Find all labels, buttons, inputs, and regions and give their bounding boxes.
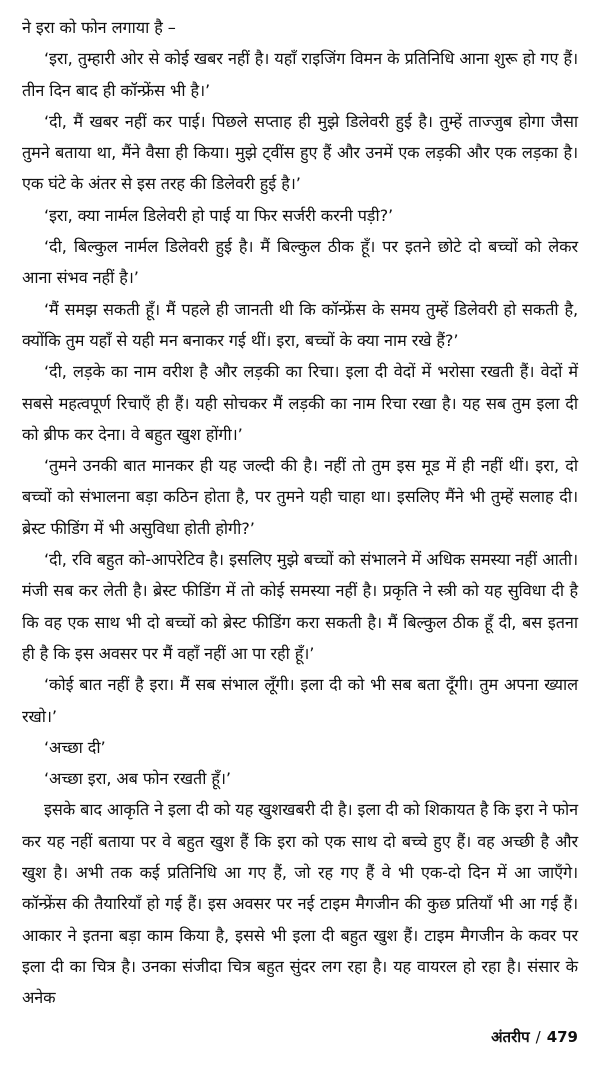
paragraph: ‘अच्छा दी’ [44, 737, 106, 757]
paragraph: ‘तुमने उनकी बात मानकर ही यह जल्दी की है। नहीं तो तुम इस मूड में ही नहीं थीं। इरा, दो बच्चों को संभालना बड़ा कठिन होता है, पर तुमने यही चाहा था। इसलिए मैंने भी तुम्हें सलाह दी। ब्रेस्ट फीडिंग में भी असुविधा होती होगी?’ [22, 456, 578, 538]
paragraph: ने इरा को फोन लगाया है – [22, 18, 176, 37]
paragraph: ‘दी, मैं खबर नहीं कर पाई। पिछले सप्ताह ही मुझे डिलेवरी हुई है। तुम्हें ताज्जुब होगा जैसा तुमने बताया था, मैंने वैसा ही किया। मुझे ट्वींस हुए हैं और उनमें एक लड़की और एक लड़का है। एक घंटे के अंतर से इस तरह की डिलेवरी हुई है।’ [22, 111, 578, 194]
paragraph: ‘इरा, तुम्हारी ओर से कोई खबर नहीं है। यहाँ राइजिंग विमन के प्रतिनिधि आना शुरू हो गए हैं। तीन दिन बाद ही कॉन्फ्रेंस भी है।’ [22, 49, 578, 100]
footer-separator: / [535, 1028, 541, 1046]
body-text [22, 12, 578, 1014]
book-title: अंतरीप [491, 1028, 530, 1046]
paragraph: ‘कोई बात नहीं है इरा। मैं सब संभाल लूँगी। इला दी को भी सब बता दूँगी। तुम अपना ख्याल रखो।’ [22, 675, 578, 726]
paragraph: ‘दी, लड़के का नाम वरीश है और लड़की का रिचा। इला दी वेदों में भरोसा रखती हैं। वेदों में सबसे महत्वपूर्ण रिचाएँ ही हैं। यही सोचकर मैं लड़की का नाम रिचा रखा है। यह सब तुम इला दी को ब्रीफ कर देना। वे बहुत खुश होंगी।’ [22, 362, 578, 444]
page-number: 479 [546, 1028, 578, 1046]
paragraph: ‘इरा, क्या नार्मल डिलेवरी हो पाई या फिर सर्जरी करनी पड़ी?’ [44, 205, 394, 225]
paragraph: ‘दी, बिल्कुल नार्मल डिलेवरी हुई है। मैं बिल्कुल ठीक हूँ। पर इतने छोटे दो बच्चों को लेकर आना संभव नहीं है।’ [22, 237, 578, 288]
paragraph: ‘अच्छा इरा, अब फोन रखती हूँ।’ [44, 769, 231, 789]
paragraph: इसके बाद आकृति ने इला दी को यह खुशखबरी दी है। इला दी को शिकायत है कि इरा ने फोन कर यह नहीं बताया पर वे बहुत खुश हैं कि इरा को एक साथ दो बच्चे हुए हैं। वह अच्छी है और खुश है। अभी तक कई प्रतिनिधि आ गए हैं, जो रह गए हैं वे भी एक-दो दिन में आ जाएँगे। कॉन्फ्रेंस की तैयारियाँ हो गई हैं। इस अवसर पर नई टाइम मैगजीन की कुछ प्रतियाँ भी आ गई हैं। आकार ने इतना बड़ा काम किया है, इससे भी इला दी बहुत खुश हैं। टाइम मैगजीन के कवर पर इला दी का चित्र है। उनका संजीदा चित्र बहुत सुंदर लग रहा है। यह वायरल हो रहा है। संसार के अनेक [22, 800, 578, 1008]
paragraph: ‘मैं समझ सकती हूँ। मैं पहले ही जानती थी कि कॉन्फ्रेंस के समय तुम्हें डिलेवरी हो सकती है, क्योंकि तुम यहाँ से यही मन बनाकर गई थीं। इरा, बच्चों के क्या नाम रखे हैं?’ [22, 299, 578, 350]
page-footer [491, 1027, 578, 1047]
paragraph: ‘दी, रवि बहुत को-आपरेटिव है। इसलिए मुझे बच्चों को संभालने में अधिक समस्या नहीं आती। मंजी सब कर लेती है। ब्रेस्ट फीडिंग में तो कोई समस्या नहीं है। प्रकृति ने स्त्री को यह सुविधा दी है कि वह एक साथ भी दो बच्चों को ब्रेस्ट फीडिंग करा सकती है। मैं बिल्कुल ठीक हूँ दी, बस इतना ही है कि इस अवसर पर मैं वहाँ नहीं आ पा रही हूँ।’ [22, 550, 578, 663]
